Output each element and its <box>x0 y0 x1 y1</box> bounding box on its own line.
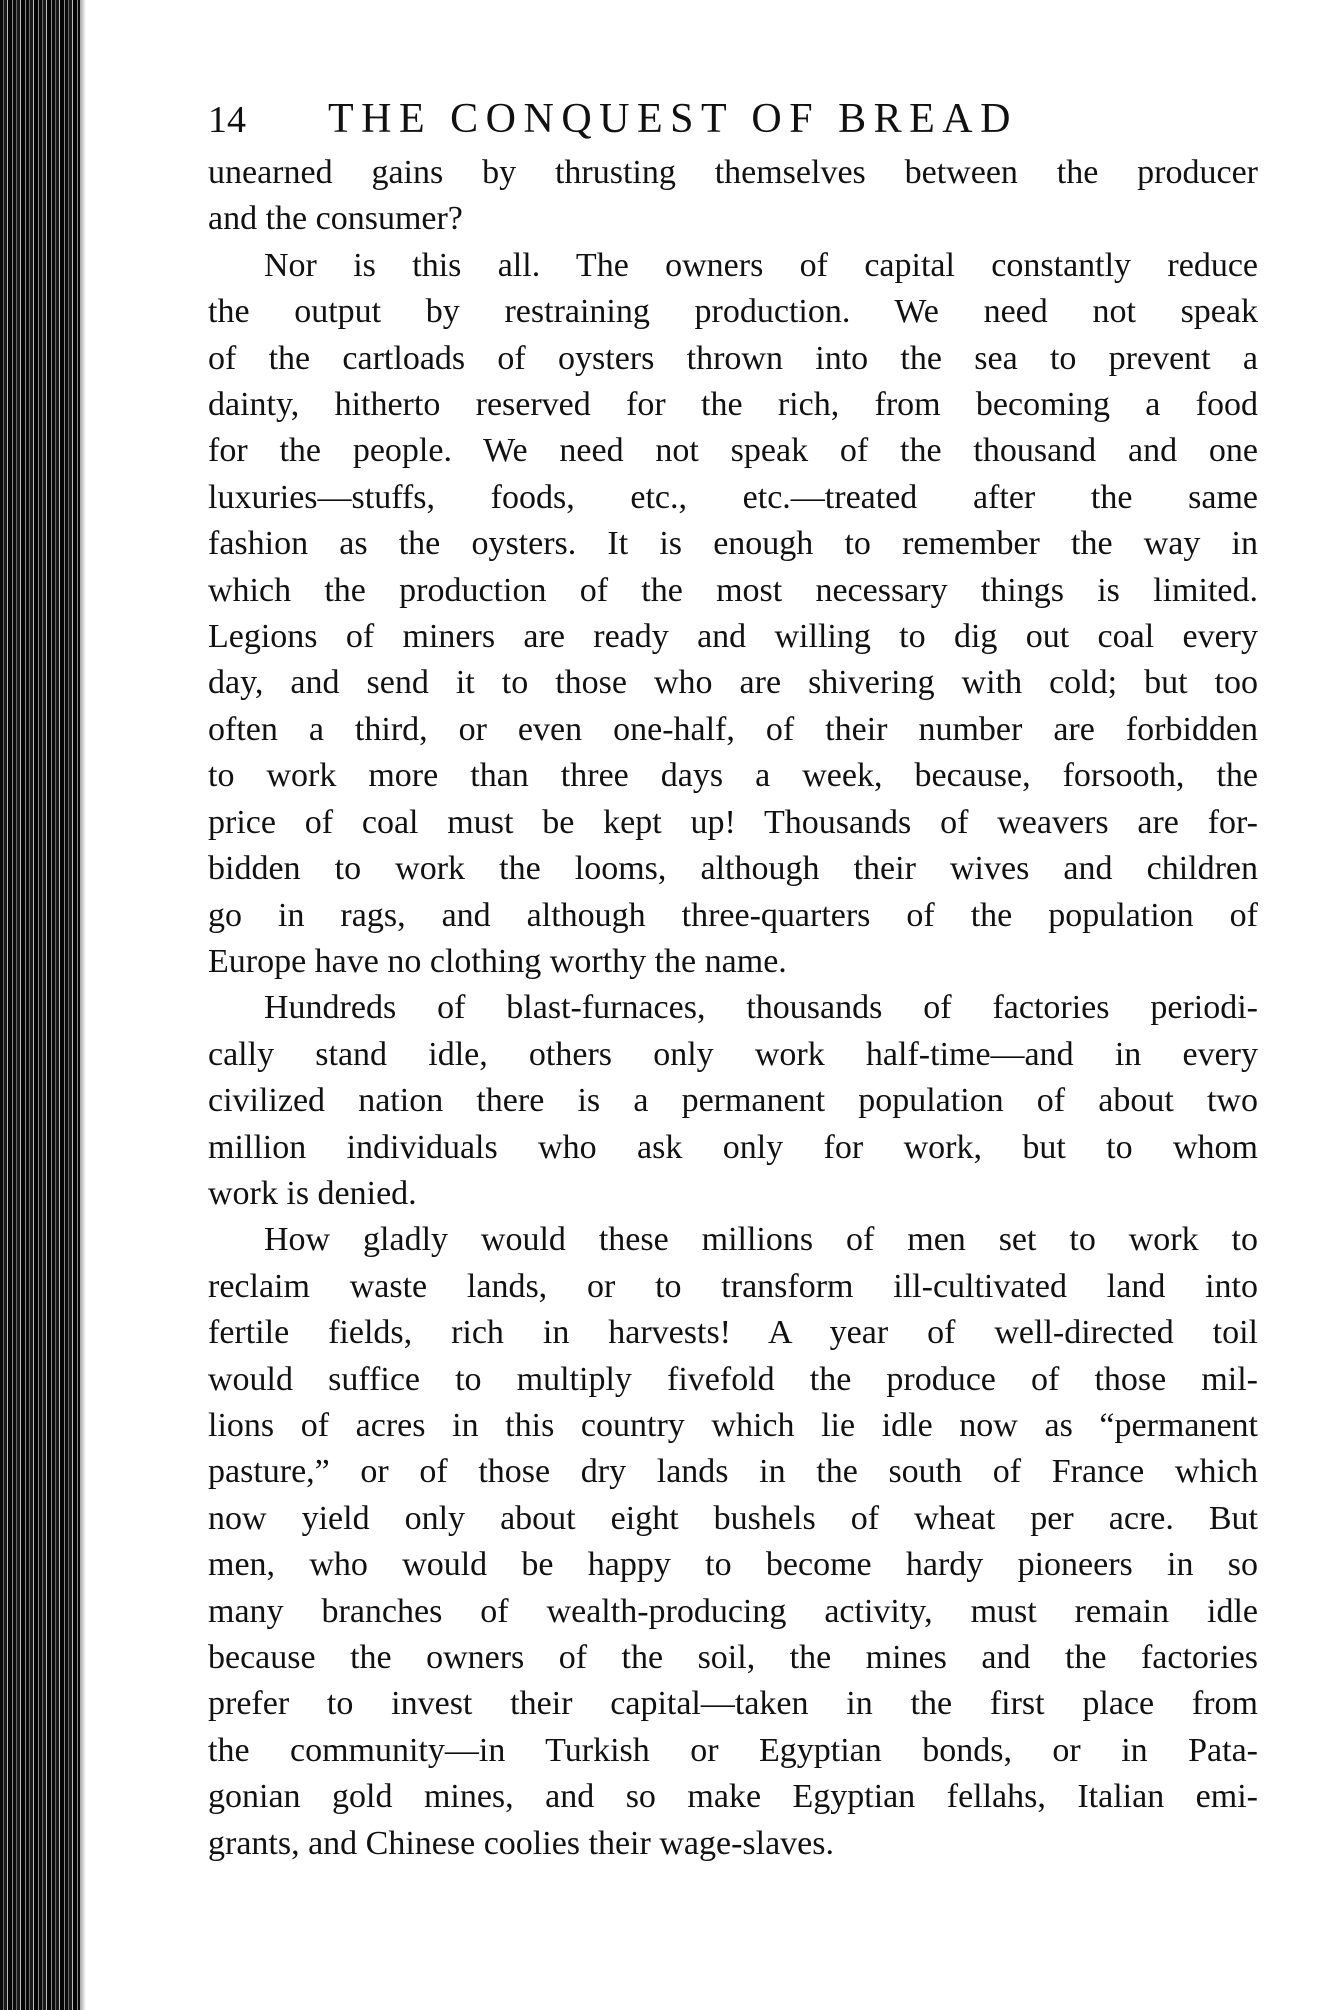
text-line: lions of acres in this country which lie idle now as “permanent <box>208 1406 1258 1444</box>
text-line: million individuals who ask only for work, but to whom <box>208 1128 1258 1166</box>
text-line: now yield only about eight bushels of wheat per acre. But <box>208 1499 1258 1537</box>
text-line: How gladly would these millions of men set to work to <box>264 1221 1258 1259</box>
text-line: and the consumer? <box>208 200 463 238</box>
text-line: men, who would be happy to become hardy pioneers in so <box>208 1546 1258 1584</box>
text-line: fertile fields, rich in harvests! A year of well-directed toil <box>208 1314 1258 1352</box>
text-line: the community—in Turkish or Egyptian bonds, or in Pata- <box>208 1731 1258 1769</box>
text-line: day, and send it to those who are shivering with cold; but too <box>208 664 1258 702</box>
book-binding-edge <box>0 0 80 2010</box>
text-line: pasture,” or of those dry lands in the south of France which <box>208 1453 1258 1491</box>
text-line: Europe have no clothing worthy the name. <box>208 942 787 980</box>
text-line: luxuries—stuffs, foods, etc., etc.—treated after the same <box>208 478 1258 516</box>
text-line: cally stand idle, others only work half-time—and in every <box>208 1035 1258 1073</box>
text-line: prefer to invest their capital—taken in the first place from <box>208 1685 1258 1723</box>
text-line: to work more than three days a week, because, forsooth, the <box>208 757 1258 795</box>
paragraph-idle-factories <box>208 985 1258 1217</box>
text-line: reclaim waste lands, or to transform ill-cultivated land into <box>208 1267 1258 1305</box>
text-line: because the owners of the soil, the mines and the factories <box>208 1639 1258 1676</box>
text-line: of the cartloads of oysters thrown into the sea to prevent a <box>208 339 1258 377</box>
running-head <box>208 88 1268 150</box>
text-line: fashion as the oysters. It is enough to remember the way in <box>208 525 1258 563</box>
text-line: dainty, hitherto reserved for the rich, from becoming a food <box>208 386 1258 424</box>
paragraph-output-restriction <box>208 243 1258 986</box>
running-title: THE CONQUEST OF BREAD <box>328 96 1018 142</box>
text-line: work is denied. <box>208 1174 417 1212</box>
text-line: bidden to work the looms, although their wives and children <box>208 850 1258 888</box>
text-line: which the production of the most necessary things is limited. <box>208 571 1258 609</box>
book-page <box>208 88 1268 1867</box>
paragraph-continuation <box>208 150 1258 243</box>
text-line: go in rags, and although three-quarters of the population of <box>208 896 1258 934</box>
text-line: Hundreds of blast-furnaces, thousands of factories periodi- <box>264 989 1258 1027</box>
text-line: civilized nation there is a permanent population of about two <box>208 1082 1258 1120</box>
text-line: Nor is this all. The owners of capital constantly reduce <box>264 246 1258 284</box>
text-line: gonian gold mines, and so make Egyptian fellahs, Italian emi- <box>208 1778 1258 1816</box>
text-line: many branches of wealth-producing activity, must remain idle <box>208 1592 1258 1630</box>
page-number: 14 <box>208 99 246 141</box>
text-line: Legions of miners are ready and willing to dig out coal every <box>208 618 1258 656</box>
text-line: price of coal must be kept up! Thousands of weavers are for- <box>208 803 1258 841</box>
text-line: the output by restraining production. We need not speak <box>208 293 1258 331</box>
paragraph-waste-lands <box>208 1217 1258 1867</box>
text-line: often a third, or even one-half, of their number are forbidden <box>208 710 1258 748</box>
text-line: grants, and Chinese coolies their wage-slaves. <box>208 1824 834 1862</box>
body-text <box>208 150 1258 1867</box>
text-line: would suffice to multiply fivefold the produce of those mil- <box>208 1360 1258 1398</box>
text-line: for the people. We need not speak of the thousand and one <box>208 432 1258 470</box>
text-line: unearned gains by thrusting themselves between the producer <box>208 154 1258 191</box>
